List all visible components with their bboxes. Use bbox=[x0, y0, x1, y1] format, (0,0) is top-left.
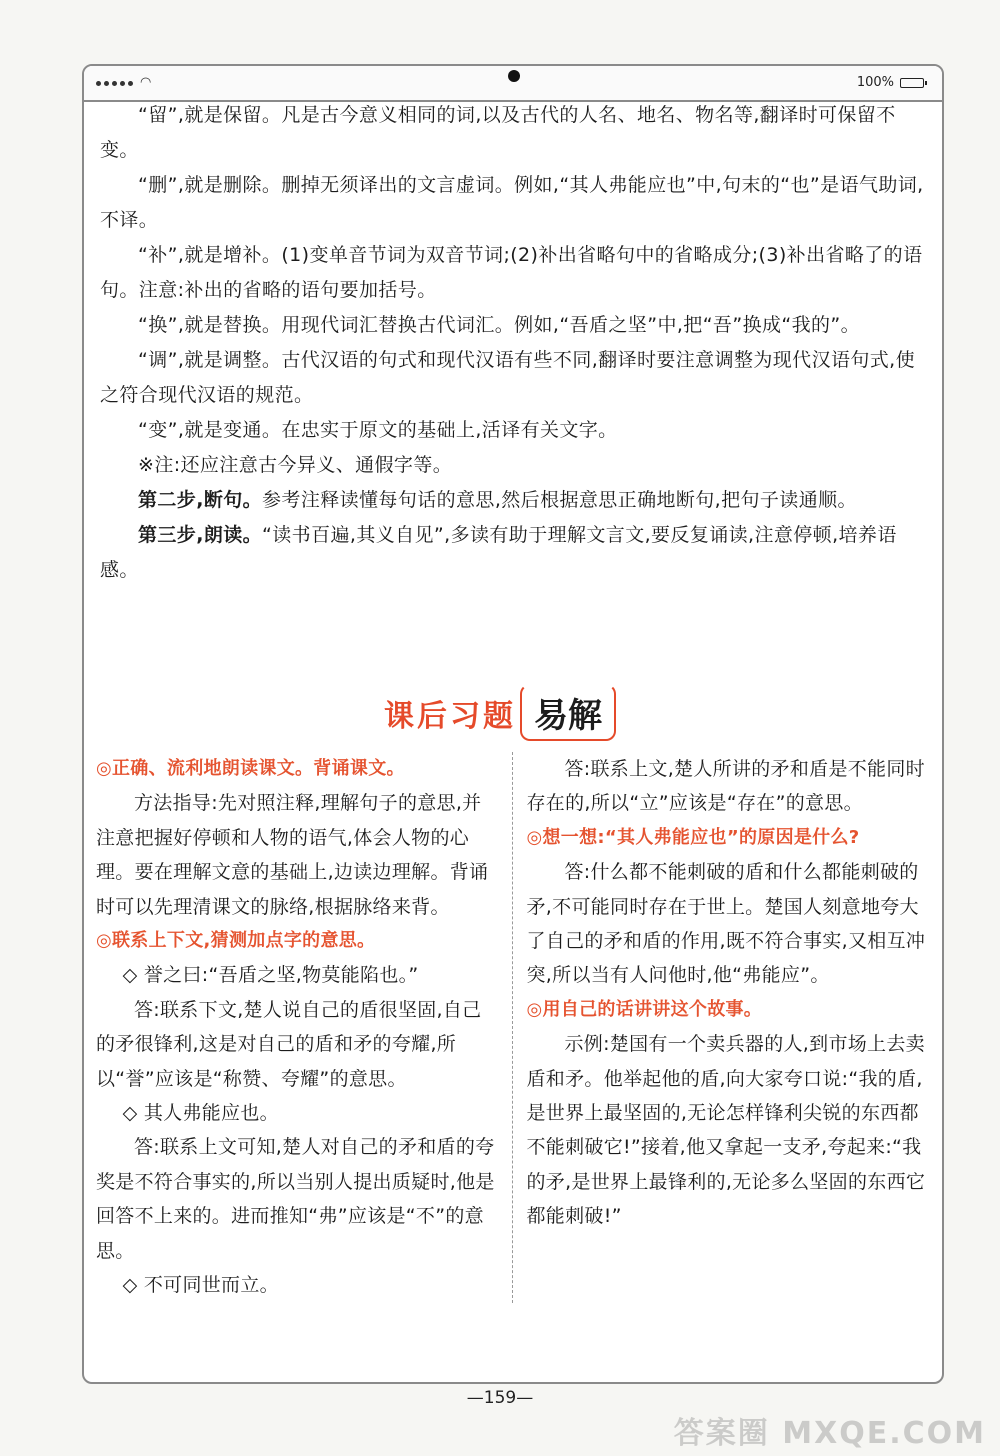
paragraph-huan: “换”,就是替换。用现代词汇替换古代词汇。例如,“吾盾之坚”中,把“吾”换成“我的”。 bbox=[138, 314, 861, 336]
answer-reason: 答:什么都不能刺破的盾和什么都能刺破的矛,不可能同时存在于世上。楚国人刻意地夸大了自己的矛和盾的作用,既不符合事实,又相互冲突,所以当有人问他时,他“弗能应”。 bbox=[526, 861, 926, 987]
status-bar bbox=[84, 66, 942, 102]
step-three-text: “读书百遍,其义自见”,多读有助于理解文言文,要反复诵读,注意停顿,培养语感。 bbox=[100, 524, 897, 581]
exercise-columns bbox=[96, 752, 928, 1303]
page-number: —159— bbox=[466, 1388, 534, 1408]
right-column bbox=[513, 752, 929, 1303]
paragraph-tiao: “调”,就是调整。古代汉语的句式和现代汉语有些不同,翻译时要注意调整为现代汉语句式,使之符合现代汉语的规范。 bbox=[100, 349, 916, 406]
paragraph-note: ※注:还应注意古今异义、通假字等。 bbox=[138, 454, 453, 476]
paragraph-bian: “变”,就是变通。在忠实于原文的基础上,活译有关文字。 bbox=[138, 419, 618, 441]
section-title bbox=[0, 684, 1000, 741]
section-title-red: 课后习题 bbox=[384, 698, 516, 734]
wifi-icon: ◠ bbox=[140, 75, 152, 90]
battery-icon bbox=[900, 78, 924, 88]
question-heading-2: ◎联系上下文,猜测加点字的意思。 bbox=[96, 930, 376, 952]
step-three-lead: 第三步,朗读。 bbox=[138, 524, 263, 546]
section-title-boxed: 易解 bbox=[520, 684, 616, 741]
answer-fu: 答:联系上文可知,楚人对自己的矛和盾的夸奖是不符合事实的,所以当别人提出质疑时,他是回答不上来的。进而推知“弗”应该是“不”的意思。 bbox=[96, 1136, 495, 1262]
top-text-block bbox=[100, 98, 930, 588]
battery-indicator bbox=[857, 75, 924, 90]
battery-percentage: 100% bbox=[856, 75, 894, 90]
story-example: 示例:楚国有一个卖兵器的人,到市场上去卖盾和矛。他举起他的盾,向大家夸口说:“我的盾,是世界上最坚固的,无论怎样锋利尖锐的东西都不能刺破它!”接着,他又拿起一支矛,夸起来:“我的矛,是世界上最锋利的,无论多么坚固的东西它都能刺破!” bbox=[526, 1033, 926, 1228]
camera-icon bbox=[508, 70, 520, 82]
method-guide: 方法指导:先对照注释,理解句子的意思,并注意把握好停顿和人物的语气,体会人物的心理。要在理解文意的基础上,边读边理解。背诵时可以先理清课文的脉络,根据脉络来背。 bbox=[96, 792, 489, 918]
step-three bbox=[100, 518, 930, 588]
left-column bbox=[96, 752, 513, 1303]
paragraph-liu: “留”,就是保留。凡是古今意义相同的词,以及古代的人名、地名、物名等,翻译时可保留不变。 bbox=[100, 104, 896, 161]
item-fu: ◇ 其人弗能应也。 bbox=[122, 1102, 279, 1125]
item-yu: ◇ 誉之曰:“吾盾之坚,物莫能陷也。” bbox=[122, 964, 419, 987]
answer-li: 答:联系上文,楚人所讲的矛和盾是不能同时存在的,所以“立”应该是“存在”的意思。 bbox=[526, 758, 925, 815]
question-heading-3: ◎想一想:“其人弗能应也”的原因是什么? bbox=[526, 826, 860, 848]
step-two-lead: 第二步,断句。 bbox=[138, 489, 263, 511]
question-heading-1: ◎正确、流利地朗读课文。背诵课文。 bbox=[96, 758, 405, 779]
step-two bbox=[100, 483, 930, 518]
watermark: 答案圈 MXQE.COM bbox=[673, 1416, 986, 1451]
item-li: ◇ 不可同世而立。 bbox=[122, 1274, 279, 1297]
paragraph-bu: “补”,就是增补。(1)变单音节词为双音节词;(2)补出省略句中的省略成分;(3)补出省略了的语句。注意:补出的省略的语句要加括号。 bbox=[100, 244, 923, 301]
answer-yu: 答:联系下文,楚人说自己的盾很坚固,自己的矛很锋利,这是对自己的盾和矛的夸耀,所以“誉”应该是“称赞、夸耀”的意思。 bbox=[96, 998, 482, 1090]
signal-icon bbox=[96, 75, 152, 90]
question-heading-4: ◎用自己的话讲讲这个故事。 bbox=[526, 998, 763, 1020]
paragraph-shan: “删”,就是删除。删掉无须译出的文言虚词。例如,“其人弗能应也”中,句末的“也”是语气助词,不译。 bbox=[100, 174, 924, 231]
step-two-text: 参考注释读懂每句话的意思,然后根据意思正确地断句,把句子读通顺。 bbox=[262, 489, 857, 511]
